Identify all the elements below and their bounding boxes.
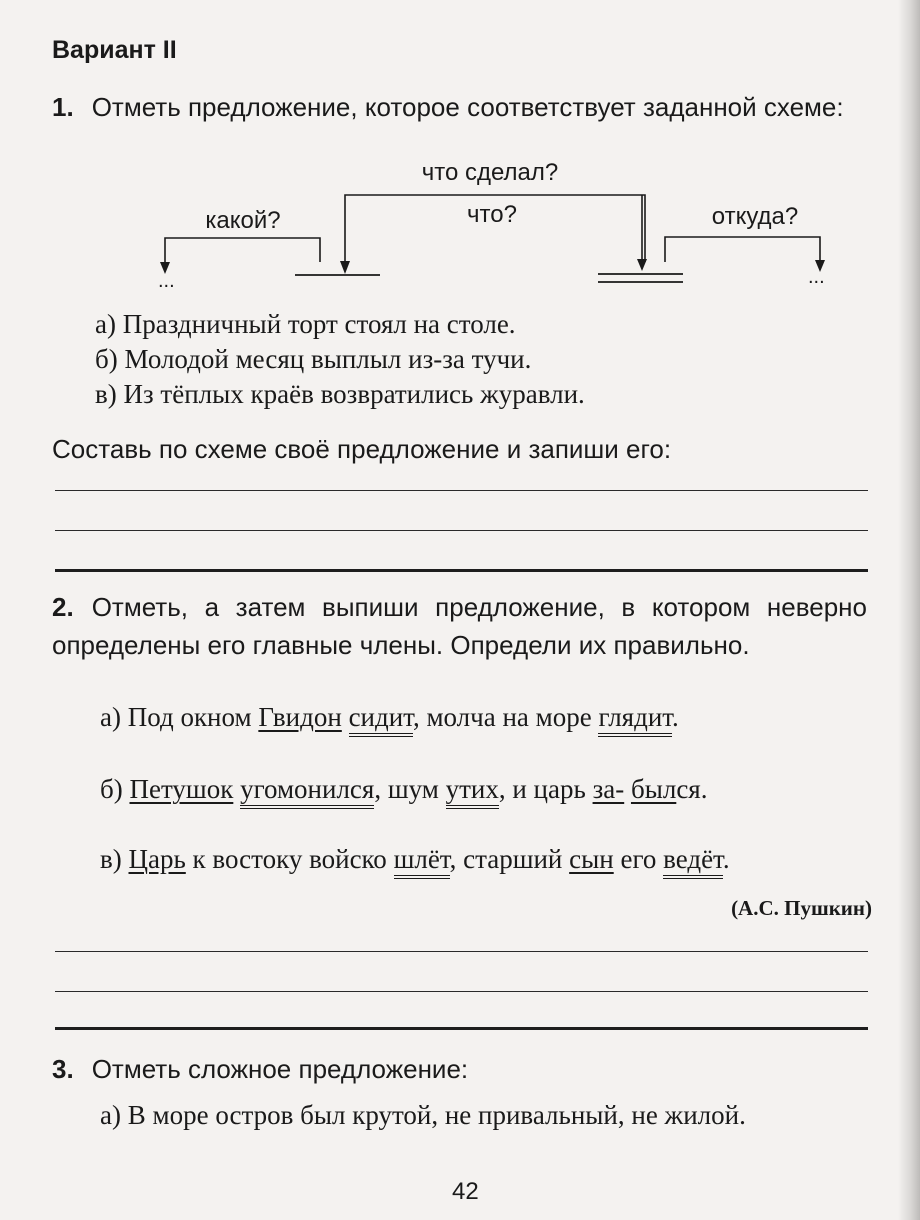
task1-option-c[interactable]: [95, 376, 870, 412]
word: , и царь: [498, 774, 586, 804]
option-letter: а): [100, 702, 121, 732]
marked-predicate: угомонился: [240, 774, 374, 809]
scheme-question-what: что?: [467, 201, 517, 228]
section-divider: [55, 569, 868, 572]
punctuation: .: [722, 844, 730, 874]
answer-line[interactable]: [55, 991, 868, 992]
word: , молча на море: [412, 702, 592, 732]
option-letter: в): [100, 844, 122, 874]
scheme-question-which: какой?: [205, 207, 281, 234]
task2-prompt-block: [52, 588, 867, 664]
answer-line[interactable]: [55, 951, 868, 952]
marked-subject: сын: [569, 844, 614, 874]
marked-predicate: утих: [446, 774, 499, 809]
marked-subject: Гвидон: [258, 702, 342, 732]
option-text: Молодой месяц выплыл из-за тучи.: [124, 344, 532, 374]
marked-predicate: ведёт: [663, 844, 723, 879]
section-divider: [55, 1027, 868, 1030]
scheme-ellipsis-left: ...: [158, 270, 175, 292]
task2-prompt: Отметь, а затем выпиши предложение, в котором неверно определены его главные члены. Определи их правильно.: [52, 592, 867, 660]
marked-predicate: шлёт: [394, 844, 450, 879]
task1-option-a[interactable]: [95, 306, 870, 342]
task1-prompt-block: [52, 88, 867, 126]
task1-prompt: Отметь предложение, которое соответствует заданной схеме:: [91, 92, 844, 122]
task1-number: 1.: [52, 92, 74, 122]
scheme-arrow-from-where: [665, 237, 825, 272]
word: Под окном: [127, 702, 252, 732]
marked-predicate: глядит: [598, 702, 672, 737]
task3-option-a[interactable]: [100, 1096, 872, 1134]
punctuation: .: [672, 702, 679, 732]
option-letter: б): [100, 774, 123, 804]
option-text: Из тёплых краёв возвратились журавли.: [123, 379, 585, 409]
word: , старший: [449, 844, 563, 874]
task2-option-b[interactable]: [100, 770, 872, 808]
punctuation: .: [700, 774, 708, 804]
word: , шум: [374, 774, 439, 804]
option-letter: а): [95, 309, 116, 339]
task1-option-b[interactable]: [95, 341, 870, 377]
option-text: Праздничный торт стоял на столе.: [122, 309, 516, 339]
option-text: В море остров был крутой, не привальный, не жилой.: [127, 1100, 746, 1130]
task3-number: 3.: [52, 1054, 74, 1084]
marked-subject: за-: [592, 774, 625, 804]
option-letter: в): [95, 379, 117, 409]
word: ся: [676, 774, 701, 804]
task3-prompt: Отметь сложное предложение:: [91, 1054, 469, 1084]
task2-number: 2.: [52, 592, 74, 622]
word: к востоку войско: [192, 844, 387, 874]
scheme-ellipsis-right: ...: [808, 266, 825, 288]
author-attribution: (А.С. Пушкин): [731, 896, 872, 920]
scheme-arrow-which: [160, 238, 320, 274]
task2-option-c[interactable]: [100, 840, 872, 878]
scheme-question-from-where: откуда?: [711, 203, 799, 230]
task3-prompt-block: [52, 1050, 867, 1088]
marked-predicate: сидит: [349, 702, 413, 737]
word: его: [620, 844, 657, 874]
answer-line[interactable]: [55, 490, 868, 491]
option-letter: б): [95, 344, 118, 374]
answer-line[interactable]: [55, 530, 868, 531]
marked-subject: Царь: [128, 844, 186, 874]
marked-subject: Петушок: [129, 774, 234, 804]
variant-heading: Вариант II: [52, 36, 177, 64]
sentence-scheme-diagram: [0, 150, 920, 295]
page-number: 42: [452, 1178, 479, 1205]
task1-compose-instruction: Составь по схеме своё предложение и запиши его:: [52, 434, 672, 464]
option-letter: а): [100, 1100, 121, 1130]
task2-option-a[interactable]: [100, 698, 872, 736]
scheme-question-what-did: что сделал?: [421, 159, 559, 186]
marked-subject: был: [630, 774, 677, 804]
